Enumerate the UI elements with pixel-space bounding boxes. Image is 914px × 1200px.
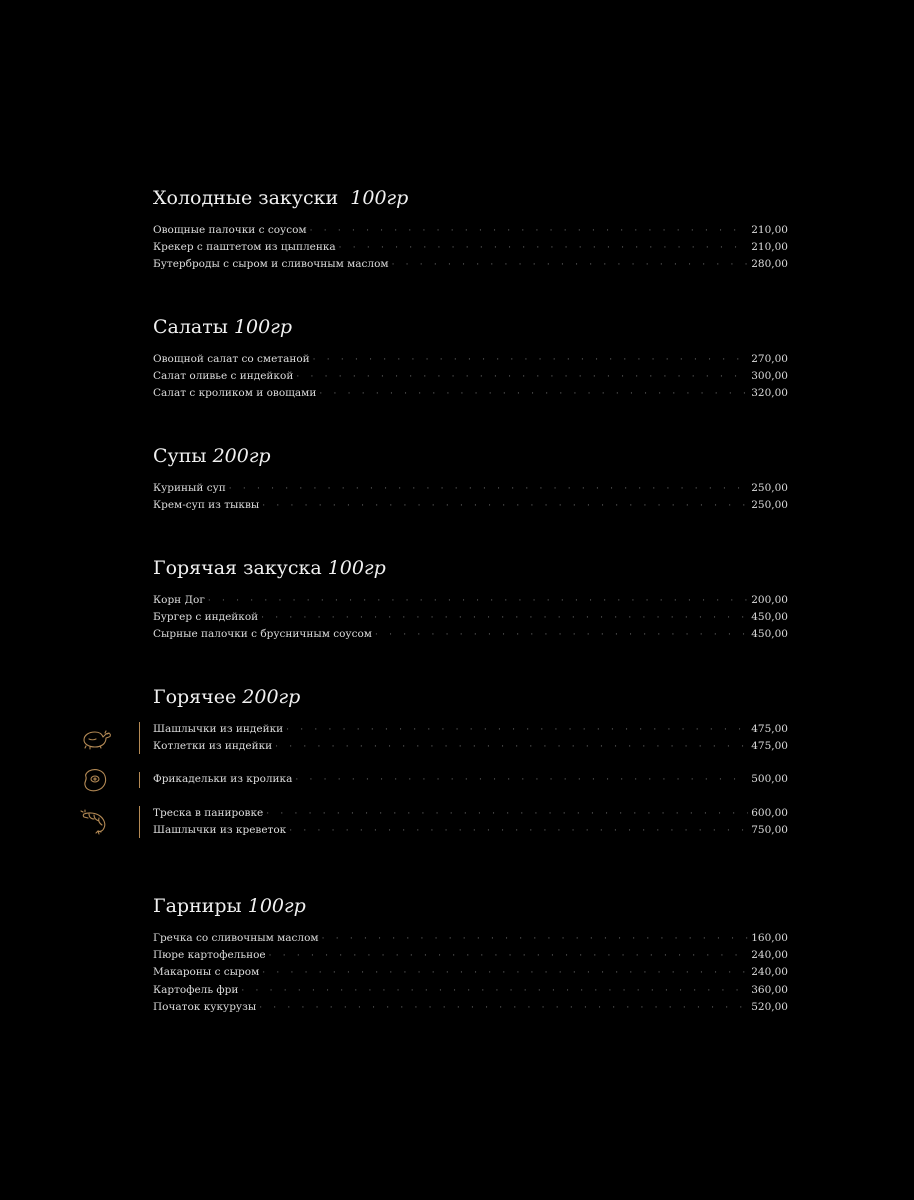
menu-item [153, 368, 788, 385]
section-title: Холодные закуски 100гр [153, 187, 409, 209]
menu-item [153, 626, 788, 643]
item-price: 210,00 [751, 241, 788, 254]
item-price: 450,00 [751, 611, 788, 624]
menu-item [153, 351, 788, 368]
dot-leader [322, 931, 749, 947]
item-name: Пюре картофельное [153, 949, 266, 962]
menu-item [153, 738, 788, 755]
section-title: Горячее 200гр [153, 686, 301, 708]
section-title: Салаты 100гр [153, 316, 292, 338]
item-price: 160,00 [751, 932, 788, 944]
dot-leader [286, 722, 748, 738]
item-price: 270,00 [751, 353, 788, 365]
meat-steak-icon [80, 767, 112, 793]
portion-size: 200гр [212, 445, 271, 467]
menu-item [153, 609, 788, 626]
section-side-dishes [153, 894, 788, 1016]
item-price: 450,00 [751, 628, 788, 641]
dot-leader [262, 965, 748, 981]
dot-leader [289, 823, 748, 839]
dot-leader [262, 498, 748, 514]
item-name: Початок кукурузы [153, 1000, 257, 1013]
item-name: Салат оливье с индейкой [153, 370, 294, 383]
item-price: 750,00 [751, 823, 788, 836]
menu-item [153, 385, 788, 402]
menu-item [153, 822, 788, 839]
item-price: 520,00 [751, 1000, 788, 1013]
item-name: Макароны с сыром [153, 966, 260, 979]
shrimp-icon [80, 809, 112, 835]
item-price: 300,00 [751, 370, 788, 383]
dot-leader [229, 481, 748, 497]
item-price: 475,00 [751, 723, 788, 735]
item-price: 240,00 [751, 966, 788, 979]
dot-leader [241, 983, 748, 999]
dot-leader [275, 739, 748, 755]
menu-item [153, 771, 788, 788]
item-name: Сырные палочки с брусничным соусом [153, 628, 372, 641]
item-name: Фрикадельки из кролика [153, 773, 293, 786]
portion-size: 100гр [350, 187, 409, 209]
dot-leader [310, 223, 749, 239]
portion-size: 100гр [327, 557, 386, 579]
item-price: 200,00 [751, 594, 788, 606]
menu-item [153, 592, 788, 609]
portion-size: 100гр [247, 895, 306, 917]
item-price: 475,00 [751, 740, 788, 753]
item-price: 360,00 [751, 983, 788, 996]
item-price: 210,00 [751, 224, 788, 236]
item-price: 500,00 [751, 773, 788, 786]
item-price: 320,00 [751, 387, 788, 400]
item-price: 250,00 [751, 499, 788, 512]
dot-leader [295, 772, 748, 788]
group-divider [139, 722, 140, 754]
item-name: Картофель фри [153, 983, 239, 996]
item-price: 250,00 [751, 482, 788, 494]
item-name: Гречка со сливочным маслом [153, 932, 319, 944]
section-salads [153, 315, 788, 403]
item-name: Бургер с индейкой [153, 611, 259, 624]
dot-leader [375, 627, 748, 643]
item-name: Овощные палочки с соусом [153, 224, 307, 236]
section-soups [153, 444, 788, 514]
dot-leader [339, 240, 749, 256]
item-name: Куриный суп [153, 482, 226, 494]
item-name: Шашлычки из индейки [153, 723, 284, 735]
menu-item [153, 930, 788, 947]
item-name: Крем-суп из тыквы [153, 499, 260, 512]
dish-group-seafood [153, 805, 788, 839]
dish-group-meat [153, 771, 788, 788]
dish-group-poultry [153, 721, 788, 755]
group-divider [139, 772, 140, 787]
menu-item [153, 999, 788, 1016]
item-price: 600,00 [751, 806, 788, 819]
dot-leader [319, 386, 748, 402]
item-name: Котлетки из индейки [153, 740, 273, 753]
section-title: Супы 200гр [153, 445, 271, 467]
dot-leader [313, 352, 749, 368]
menu-item [153, 497, 788, 514]
item-name: Крекер с паштетом из цыпленка [153, 241, 336, 254]
dot-leader [261, 610, 748, 626]
menu-item [153, 222, 788, 239]
item-price: 280,00 [751, 258, 788, 271]
portion-size: 200гр [242, 686, 301, 708]
group-divider [139, 806, 140, 838]
item-name: Салат с кроликом и овощами [153, 387, 317, 400]
dot-leader [296, 369, 748, 385]
poultry-icon [80, 725, 112, 751]
item-name: Бутерброды с сыром и сливочным маслом [153, 258, 389, 271]
menu-item [153, 239, 788, 256]
menu-item [153, 964, 788, 981]
section-hot-dishes [153, 685, 788, 839]
menu-item [153, 256, 788, 273]
menu-item [153, 721, 788, 738]
dot-leader [392, 257, 749, 273]
menu-item [153, 480, 788, 497]
menu-item [153, 982, 788, 999]
item-name: Треска в панировке [153, 806, 264, 819]
portion-size: 100гр [233, 316, 292, 338]
section-cold-appetizers [153, 186, 788, 274]
item-price: 240,00 [751, 949, 788, 962]
item-name: Шашлычки из креветок [153, 823, 287, 836]
item-name: Овощной салат со сметаной [153, 353, 310, 365]
dot-leader [208, 593, 748, 609]
section-hot-appetizer [153, 556, 788, 644]
dot-leader [269, 948, 749, 964]
item-name: Корн Дог [153, 594, 205, 606]
dot-leader [259, 1000, 748, 1016]
section-title: Гарниры 100гр [153, 895, 306, 917]
menu-item [153, 805, 788, 822]
section-title: Горячая закуска 100гр [153, 557, 386, 579]
menu-item [153, 947, 788, 964]
dot-leader [266, 806, 748, 822]
